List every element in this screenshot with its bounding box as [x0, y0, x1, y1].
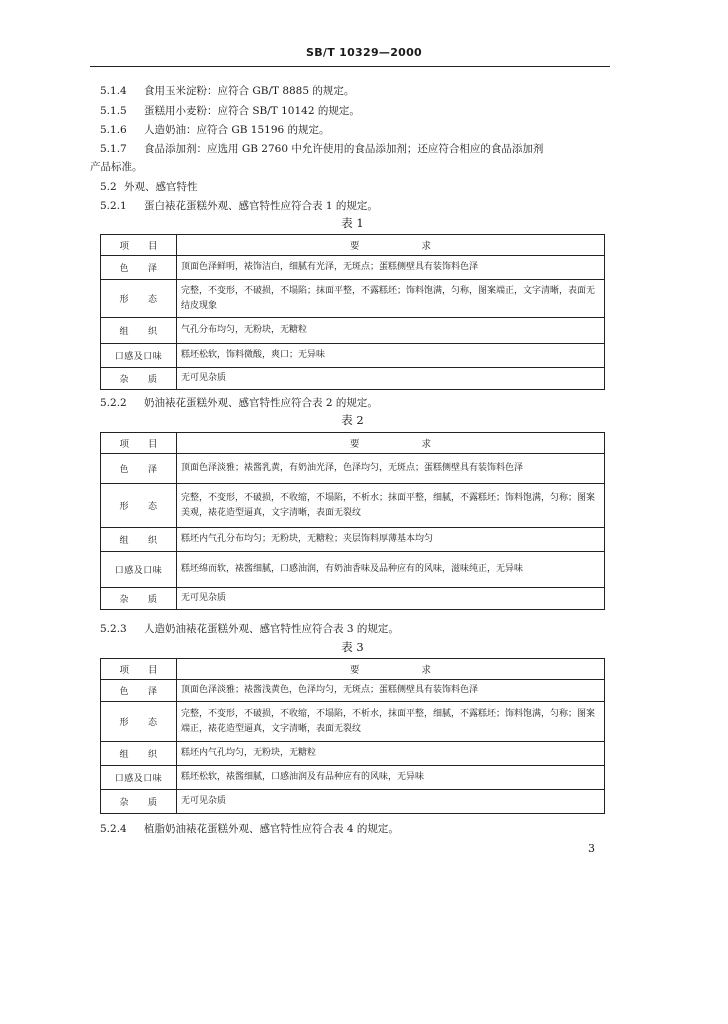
table-row [101, 552, 605, 588]
row-requirement: 糕坯松软，裱酱细腻，口感油润及有品种应有的风味，无异味 [177, 766, 605, 790]
table-row [101, 742, 605, 766]
row-requirement: 无可见杂质 [177, 368, 605, 390]
row-requirement: 完整，不变形，不破损，不塌陷；抹面平整，不露糕坯；饰料饱满，匀称，图案端正，文字清晰，表面无结皮现象 [177, 280, 605, 318]
table-row [101, 256, 605, 280]
row-requirement: 糕坯绵而软，裱酱细腻，口感油润，有奶油香味及品种应有的风味，滋味纯正，无异味 [177, 552, 605, 588]
clause-5-1-7-continuation: 产品标准。 [90, 161, 143, 173]
table-2-caption: 表 2 [341, 413, 364, 427]
table-row [101, 484, 605, 528]
clause-number: 5.1.6 [100, 124, 127, 136]
header-rule [90, 66, 610, 67]
clause-5-1-7 [100, 142, 543, 156]
row-item: 色 泽 [101, 454, 177, 484]
table-3 [100, 658, 605, 814]
clause-number: 5.2.1 [100, 200, 127, 212]
row-item: 口感及口味 [101, 552, 177, 588]
row-item: 杂 质 [101, 368, 177, 390]
page-number: 3 [588, 842, 595, 855]
row-requirement: 顶面色泽淡雅；裱酱浅黄色，色泽均匀，无斑点；蛋糕侧壁具有装饰料色泽 [177, 680, 605, 702]
row-requirement: 糕坯内气孔均匀，无粉块，无糖粒 [177, 742, 605, 766]
table-row [101, 454, 605, 484]
table-3-caption: 表 3 [341, 640, 364, 654]
table-row [101, 344, 605, 368]
row-requirement: 无可见杂质 [177, 588, 605, 610]
table-row [101, 318, 605, 344]
clause-text: 人造奶油：应符合 GB 15196 的规定。 [144, 124, 330, 136]
row-item: 杂 质 [101, 588, 177, 610]
row-requirement: 糕坯松软，饰料微酸，爽口；无异味 [177, 344, 605, 368]
clause-5-2-4 [100, 822, 399, 836]
row-item: 色 泽 [101, 680, 177, 702]
clause-number: 5.2.4 [100, 823, 127, 835]
clause-5-1-5 [100, 104, 360, 118]
clause-text: 食品添加剂：应选用 GB 2760 中允许使用的食品添加剂；还应符合相应的食品添加剂 [144, 143, 544, 155]
row-requirement: 完整，不变形，不破损，不收缩，不塌陷，不析水；抹面平整，细腻，不露糕坯；饰料饱满，匀称；图案美观，裱花造型逼真，文字清晰，表面无裂纹 [177, 484, 605, 528]
row-requirement: 完整，不变形，不破损，不收缩，不塌陷，不析水，抹面平整，细腻，不露糕坯；饰料饱满，匀称；图案端正，裱花造型逼真，文字清晰，表面无裂纹 [177, 702, 605, 742]
column-header-requirement [177, 659, 605, 680]
row-item: 组 织 [101, 528, 177, 552]
clause-text: 奶油裱花蛋糕外观、感官特性应符合表 2 的规定。 [144, 397, 378, 409]
table-row [101, 766, 605, 790]
table-header-row [101, 659, 605, 680]
clause-text: 蛋糕用小麦粉：应符合 SB/T 10142 的规定。 [144, 105, 360, 117]
clause-5-2-3 [100, 622, 399, 636]
clause-number: 5.2.2 [100, 397, 127, 409]
document-header: SB/T 10329—2000 [305, 46, 423, 59]
column-header-requirement [177, 235, 605, 256]
clause-text: 蛋白裱花蛋糕外观、感官特性应符合表 1 的规定。 [144, 200, 378, 212]
row-item: 组 织 [101, 742, 177, 766]
clause-number: 5.2.3 [100, 623, 127, 635]
table-row [101, 368, 605, 390]
clause-text: 食用玉米淀粉：应符合 GB/T 8885 的规定。 [144, 85, 355, 97]
table-2 [100, 432, 605, 610]
clause-text: 植脂奶油裱花蛋糕外观、感官特性应符合表 4 的规定。 [144, 823, 399, 835]
row-item: 口感及口味 [101, 766, 177, 790]
row-item: 形 态 [101, 702, 177, 742]
table-row [101, 702, 605, 742]
table-row [101, 790, 605, 814]
header-char: 求 [421, 241, 432, 252]
clause-number: 5.1.5 [100, 105, 127, 117]
row-item: 口感及口味 [101, 344, 177, 368]
table-1-caption: 表 1 [341, 216, 364, 230]
table-header-row [101, 433, 605, 454]
header-char: 求 [421, 665, 432, 676]
table-row [101, 588, 605, 610]
column-header-item: 项 目 [101, 659, 177, 680]
row-item: 组 织 [101, 318, 177, 344]
row-requirement: 顶面色泽鲜明，裱饰洁白，细腻有光泽，无斑点；蛋糕侧壁具有装饰料色泽 [177, 256, 605, 280]
clause-5-1-4 [100, 84, 354, 98]
clause-number: 5.1.7 [100, 143, 127, 155]
clause-5-1-6 [100, 123, 330, 137]
row-item: 杂 质 [101, 790, 177, 814]
row-requirement: 无可见杂质 [177, 790, 605, 814]
header-char: 要 [349, 241, 360, 252]
column-header-requirement [177, 433, 605, 454]
row-requirement: 顶面色泽淡雅；裱酱乳黄，有奶油光泽，色泽均匀，无斑点；蛋糕侧壁具有装饰料色泽 [177, 454, 605, 484]
clause-5-2 [100, 180, 198, 194]
row-item: 色 泽 [101, 256, 177, 280]
header-char: 要 [349, 665, 360, 676]
row-requirement: 气孔分布均匀，无粉块，无糖粒 [177, 318, 605, 344]
column-header-item: 项 目 [101, 433, 177, 454]
clause-text: 外观、感官特性 [124, 181, 198, 193]
header-char: 要 [349, 439, 360, 450]
clause-5-2-2 [100, 396, 378, 410]
column-header-item: 项 目 [101, 235, 177, 256]
clause-number: 5.2 [100, 181, 117, 193]
header-char: 求 [421, 439, 432, 450]
clause-5-2-1 [100, 199, 378, 213]
clause-number: 5.1.4 [100, 85, 127, 97]
table-row [101, 680, 605, 702]
row-item: 形 态 [101, 484, 177, 528]
row-item: 形 态 [101, 280, 177, 318]
table-row [101, 280, 605, 318]
table-1 [100, 234, 605, 390]
row-requirement: 糕坯内气孔分布均匀；无粉块，无糖粒；夹层饰料厚薄基本均匀 [177, 528, 605, 552]
table-row [101, 528, 605, 552]
table-header-row [101, 235, 605, 256]
clause-text: 人造奶油裱花蛋糕外观、感官特性应符合表 3 的规定。 [144, 623, 399, 635]
